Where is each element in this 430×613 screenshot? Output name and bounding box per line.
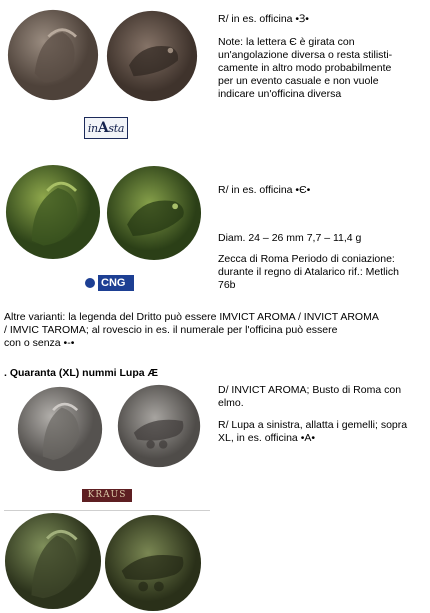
s2-diam: Diam. 24 – 26 mm 7,7 – 11,4 g <box>218 232 362 244</box>
divider <box>4 510 210 511</box>
s3-obverse-line: elmo. <box>218 397 244 409</box>
cng-emblem-icon <box>82 275 98 291</box>
varianti-line: / IMVIC TAROMA; al rovescio in es. il numerale per l'officina può essere <box>4 324 338 336</box>
s3-reverse-line: XL, in es. officina •A• <box>218 432 316 444</box>
s1-note-line: un'angolazione diversa o resta stilisti- <box>218 49 393 61</box>
coin-reverse-2 <box>106 165 202 261</box>
cng-logo: CNG <box>82 275 134 291</box>
s3-obverse <box>218 384 401 410</box>
coin-reverse-1 <box>106 10 198 102</box>
s2-reverse-line: R/ in es. officina •Є• <box>218 184 311 196</box>
s3-obverse-line: D/ INVICT AROMA; Busto di Roma con <box>218 384 402 396</box>
varianti-line: Altre varianti: la legenda del Dritto può essere IMVICT AROMA / INVICT AROMA <box>4 311 379 323</box>
s1-note-line: indicare un'officina diversa <box>218 88 342 100</box>
varianti-paragraph <box>4 311 426 350</box>
s1-note-line: per un evento casuale e non vuole <box>218 75 379 87</box>
s1-note-line: Note: la lettera Є è girata con <box>218 36 355 48</box>
coin-obverse-4 <box>4 512 102 610</box>
varianti-line: con o senza •-• <box>4 337 75 349</box>
s2-zecca-line: durante il regno di Atalarico rif.: Metlich <box>218 266 399 278</box>
coin-reverse-3 <box>117 384 201 468</box>
coin-obverse-3 <box>17 386 103 472</box>
s1-note <box>218 36 392 101</box>
s3-reverse-line: R/ Lupa a sinistra, allatta i gemelli; sopra <box>218 419 408 431</box>
kraus-logo: KRAUS <box>82 489 132 502</box>
s1-note-line: camente in altro modo probabilmente <box>218 62 392 74</box>
coin-obverse-2 <box>5 164 101 260</box>
s2-zecca-line: 76b <box>218 279 236 291</box>
coin-obverse-1 <box>7 9 99 101</box>
section3-heading: . Quaranta (XL) nummi Lupa Æ <box>4 367 159 379</box>
s2-zecca <box>218 253 399 292</box>
coin-reverse-4 <box>104 514 202 612</box>
s2-zecca-line: Zecca di Roma Periodo di coniazione: <box>218 253 395 265</box>
invista-logo: in A sta <box>84 117 128 139</box>
s1-reverse-line: R/ in es. officina •Ɜ• <box>218 13 309 25</box>
s3-reverse <box>218 419 407 445</box>
